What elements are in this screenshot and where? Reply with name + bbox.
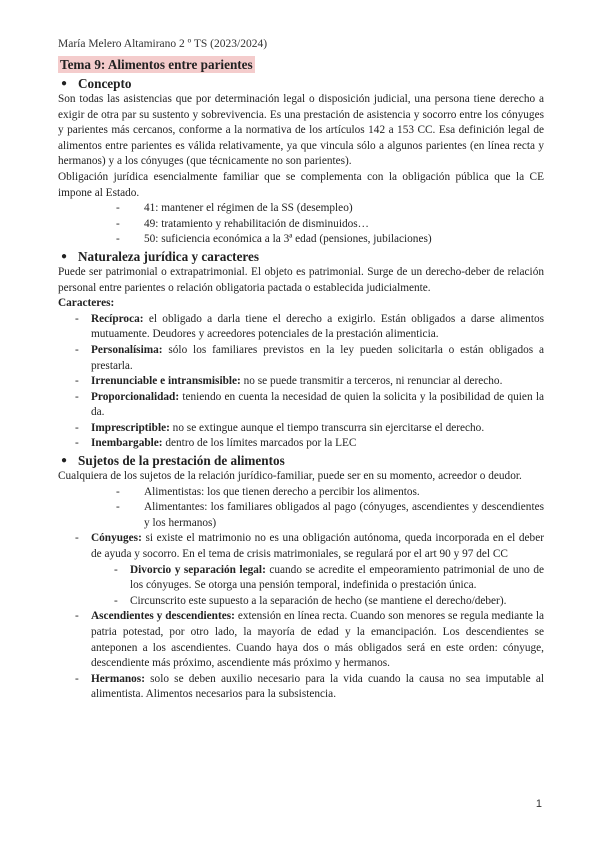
list-item: - Proporcionalidad: teniendo en cuenta la necesidad de quien la solicita y la posibilidad de quien la da. (75, 390, 544, 419)
page-header: María Melero Altamirano 2 º TS (2023/2024) (58, 38, 268, 50)
sujetos-list (58, 531, 544, 562)
document-body (58, 56, 544, 703)
page-number: 1 (535, 798, 542, 810)
bullet-icon: ● (61, 78, 68, 89)
list-item: - 41: mantener el régimen de la SS (desempleo) (116, 202, 353, 215)
list-item: - Imprescriptible: no se extingue aunque el tiempo transcurra sin ejercitarse el derecho. (75, 421, 485, 434)
conyuges-sublist (58, 563, 544, 610)
list-item: - Alimentantes: los familiares obligados al pago (cónyuges, ascendientes y descendientes y los hermanos) (116, 501, 544, 529)
list-item: - Divorcio y separación legal: cuando se acredite el empeoramiento patrimonial de uno de los cónyuges. Se otorga una pensión temporal, indefinida o prestación única. (114, 563, 545, 592)
paragraph: Cualquiera de los sujetos de la relación jurídico-familiar, puede ser en su momento, acreedor o deudor. (58, 470, 522, 483)
list-item: - 49: tratamiento y rehabilitación de disminuidos… (116, 217, 369, 230)
bullet-icon: ● (61, 455, 68, 467)
paragraph: Puede ser patrimonial o extrapatrimonial. El objeto es patrimonial. Surge de un derecho-deber de relación personal entre parientes o relación obligatoria pactada o establecida judicialmente. (58, 265, 544, 294)
concepto-list (58, 201, 544, 248)
list-item: - Hermanos: solo se deben auxilio necesario para la vida cuando la causa no sea imputable al alimentista. Alimentos necesarios para la subsistencia. (75, 672, 544, 701)
page-title: Tema 9: Alimentos entre parientes (60, 57, 253, 72)
list-item: - Ascendientes y descendientes: extensión en línea recta. Cuando son menores se regula mediante la patria potestad, por otro lado, la mayoría de edad y la emancipación. Los descendientes se anteponen a los ascendientes. Cuando haya dos o más obligados será en este orden: cónyuge, descendiente más próximo, ascendiente más próximo y hermanos. (75, 610, 544, 670)
sujetos-list-cont (58, 609, 544, 703)
paragraph: Son todas las asistencias que por determinación legal o disposición judicial, una persona tiene derecho a exigir de otra par su sustento y sobrevivencia. Es una prestación de asistencia y socorro entre los cónyuges y parientes más cercanos, conforme a la normativa de los artículos 142 a 153 CC. Esa definición legal de alimentos entre parientes es válida relativamente, ya que vincula sólo a algunos parientes (en línea recta y hermanos) y a los cónyuges (que técnicamente no son parientes). (58, 93, 544, 168)
paragraph: Obligación jurídica esencialmente familiar que se complementa con la obligación pública que la CE impone al Estado. (58, 170, 544, 199)
sujetos-sublist (58, 485, 544, 532)
section-heading-sujetos: ● Sujetos de la prestación de alimentos (61, 453, 285, 469)
list-item: - Cónyuges: si existe el matrimonio no es una obligación autónoma, queda incorporada en el deber de ayuda y socorro. En el tema de crisis matrimoniales, se regulará por el art 90 y 97 del CC (75, 532, 544, 561)
list-item: - Alimentistas: los que tienen derecho a percibir los alimentos. (116, 485, 420, 498)
section-heading-concepto: ● Concepto (61, 76, 132, 91)
caracteres-label: Caracteres: (58, 297, 115, 310)
list-item: - 50: suficiencia económica a la 3ª edad (pensiones, jubilaciones) (116, 233, 432, 246)
list-item: - Circunscrito este supuesto a la separación de hecho (se mantiene el derecho/deber). (114, 594, 507, 607)
caracteres-list (58, 312, 544, 452)
list-item: - Inembargable: dentro de los límites marcados por la LEC (75, 437, 357, 450)
list-item: - Personalísima: sólo los familiares previstos en la ley pueden solicitarla o están obligados a prestarla. (75, 343, 544, 372)
list-item: - Recíproca: el obligado a darla tiene el derecho a exigirlo. Están obligados a darse alimentos mutuamente. Deudores y acreedores potenciales de la prestación alimenticia. (75, 312, 544, 341)
list-item: - Irrenunciable e intransmisible: no se puede transmitir a terceros, ni renunciar al derecho. (75, 375, 503, 388)
bullet-icon: ● (61, 250, 68, 262)
section-heading-naturaleza: ● Naturaleza jurídica y caracteres (61, 248, 260, 264)
